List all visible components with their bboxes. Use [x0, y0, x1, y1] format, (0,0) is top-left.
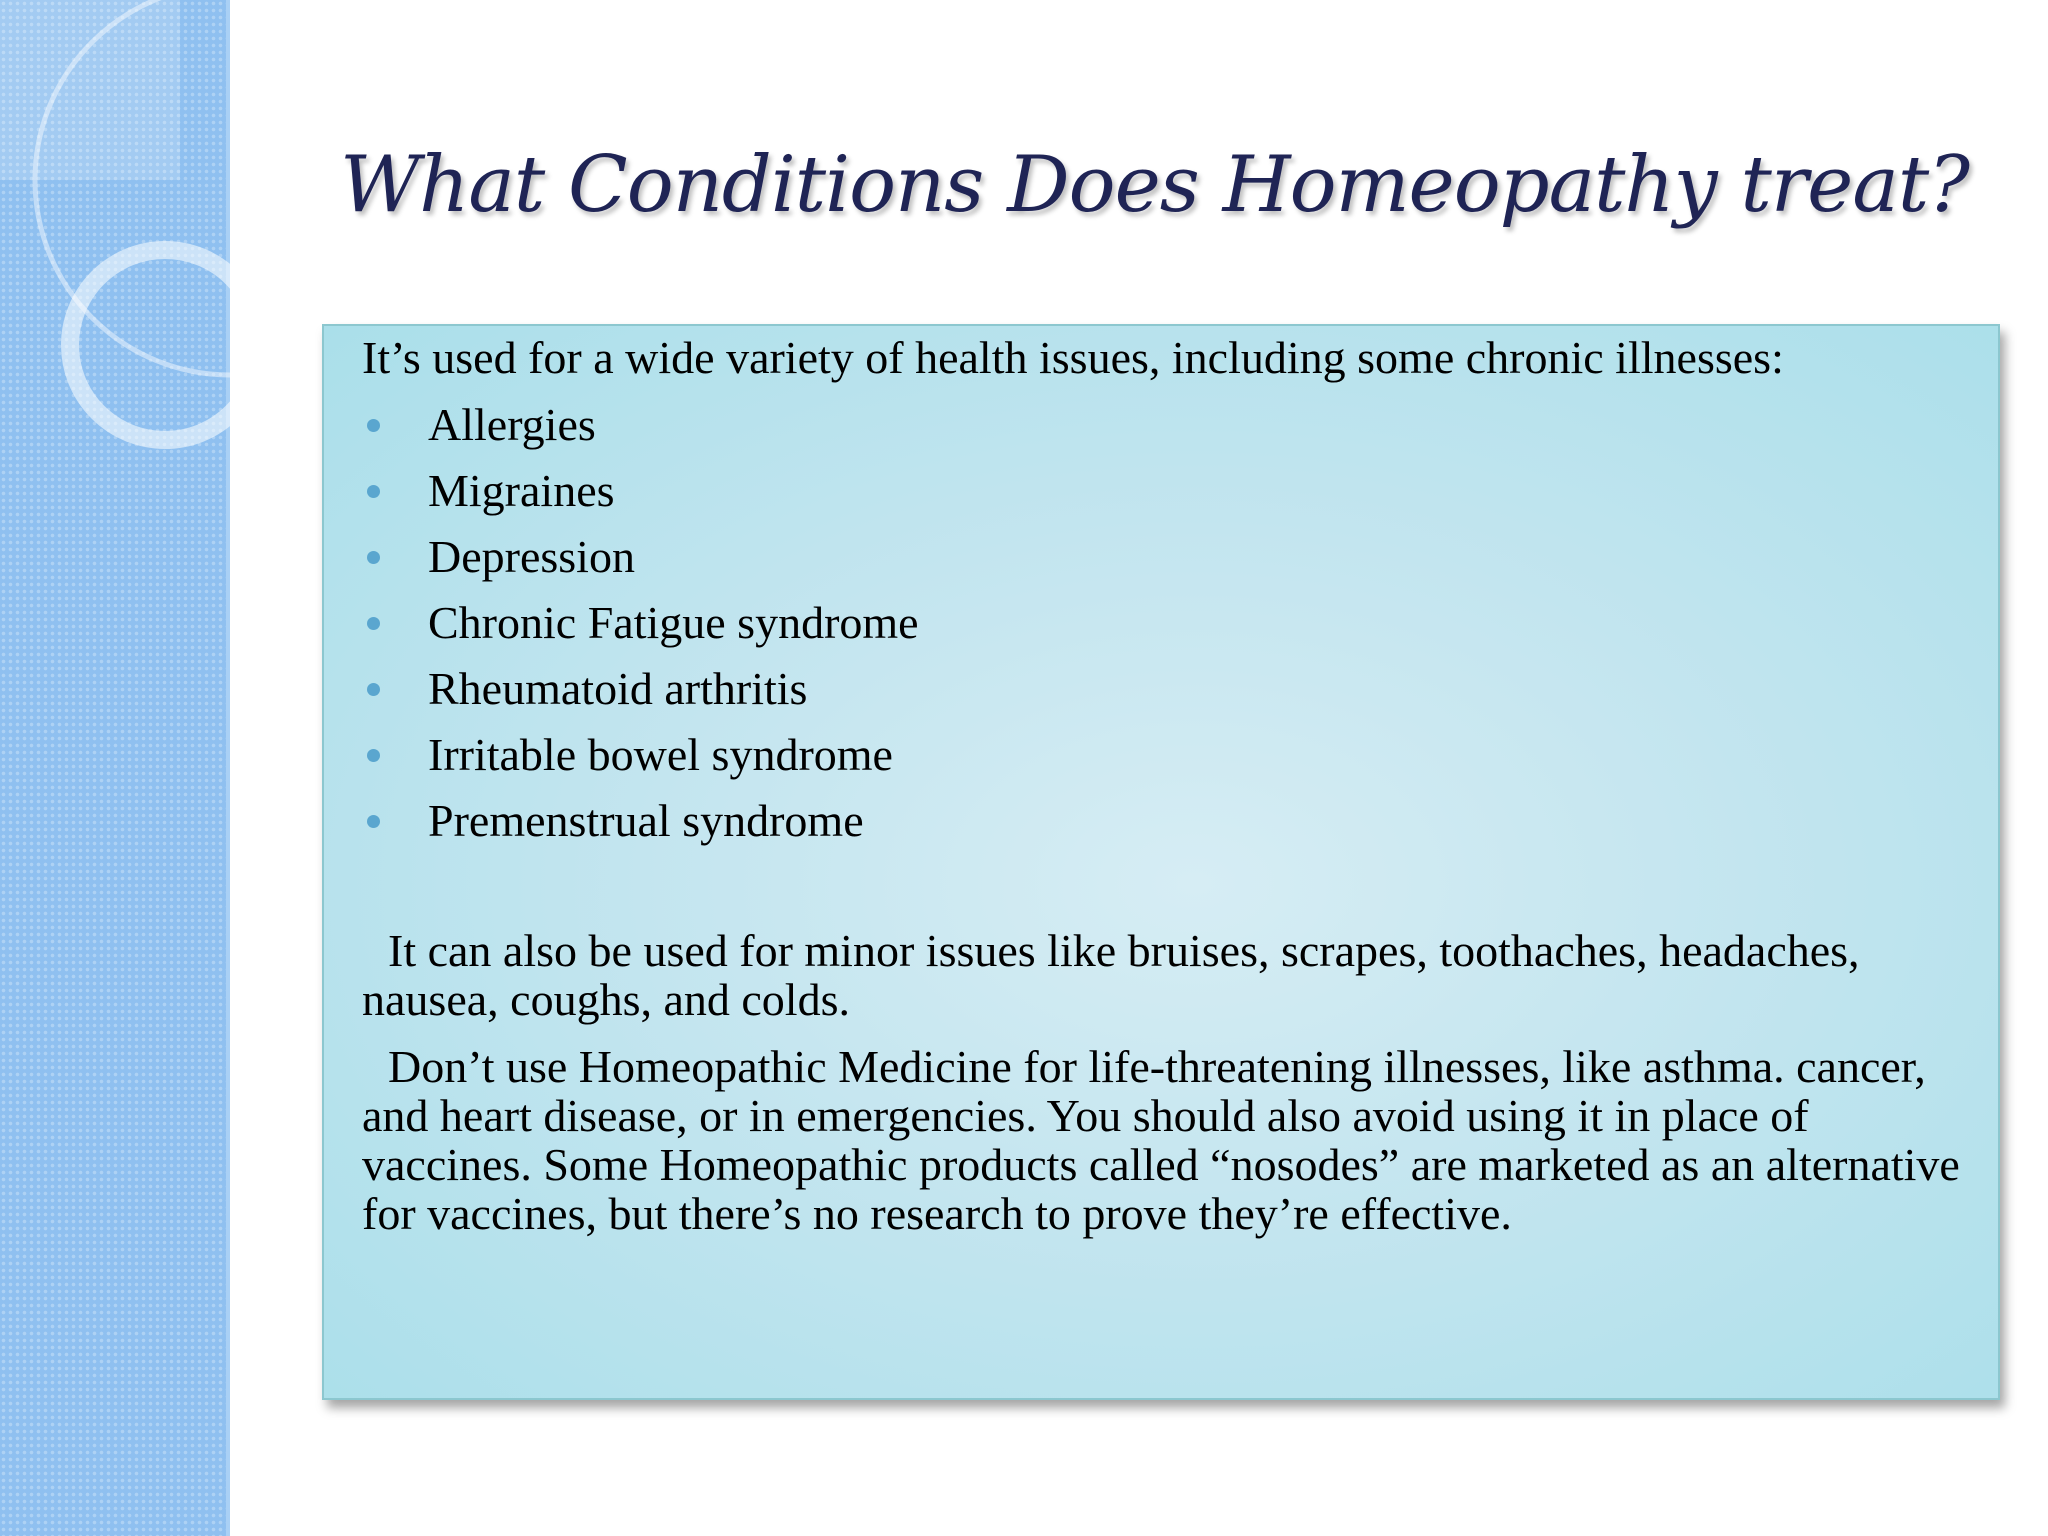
bullet-icon	[367, 617, 380, 630]
list-item	[362, 590, 919, 656]
condition-label: Rheumatoid arthritis	[428, 663, 808, 714]
condition-label: Premenstrual syndrome	[428, 795, 864, 846]
condition-label: Chronic Fatigue syndrome	[428, 597, 919, 648]
list-item	[362, 458, 919, 524]
condition-label: Migraines	[428, 465, 615, 516]
minor-issues-paragraph: It can also be used for minor issues like bruises, scrapes, toothaches, headaches, nausea, coughs, and colds.	[362, 925, 1860, 1025]
small-ring	[70, 250, 240, 440]
bullet-icon	[367, 749, 380, 762]
bullet-icon	[367, 683, 380, 696]
bullet-icon	[367, 485, 380, 498]
decorative-rings	[0, 0, 240, 480]
list-item	[362, 722, 919, 788]
condition-label: Allergies	[428, 399, 596, 450]
content-box	[322, 324, 2000, 1400]
list-item	[362, 392, 919, 458]
bullet-icon	[367, 815, 380, 828]
list-item	[362, 788, 919, 854]
intro-text: It’s used for a wide variety of health issues, including some chronic illnesses:	[362, 332, 1784, 383]
conditions-list	[362, 392, 919, 854]
condition-label: Depression	[428, 531, 635, 582]
list-item	[362, 656, 919, 722]
bullet-icon	[367, 551, 380, 564]
list-item	[362, 524, 919, 590]
condition-label: Irritable bowel syndrome	[428, 729, 893, 780]
slide-title: What Conditions Does Homeopathy treat?	[340, 140, 1969, 230]
bullet-icon	[367, 419, 380, 432]
warning-paragraph: Don’t use Homeopathic Medicine for life-threatening illnesses, like asthma. cancer, and heart disease, or in emergencies. You should also avoid using it in place of vaccines. Some Homeopathic products called “nosodes” are marketed as an alternative for vaccines, but there’s no research to prove they’re effective.	[362, 1041, 1960, 1239]
